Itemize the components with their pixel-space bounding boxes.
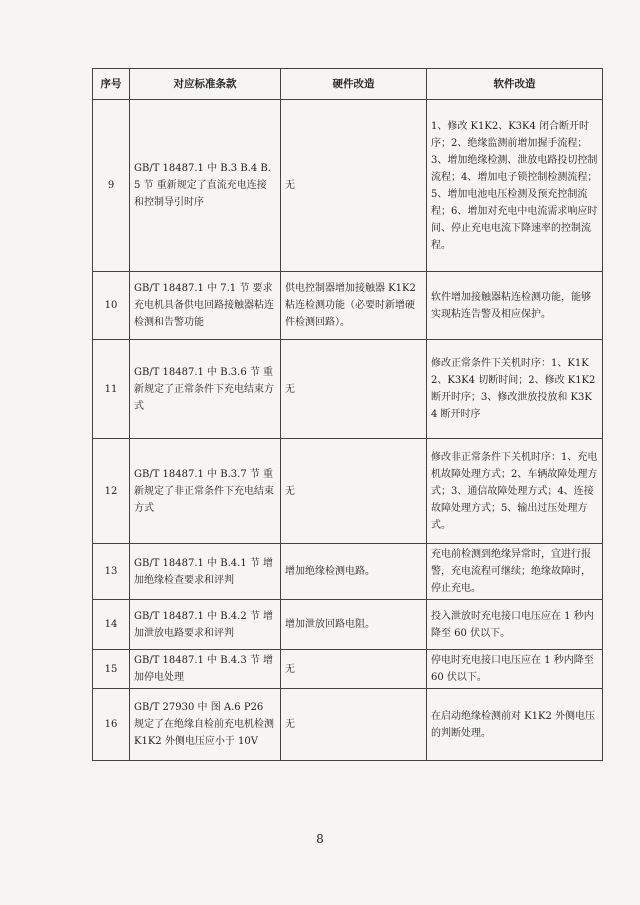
header-standard: 对应标准条款	[130, 69, 281, 100]
header-hardware: 硬件改造	[281, 69, 427, 100]
row-standard: GB/T 18487.1 中 B.3 B.4 B.5 节 重新规定了直流充电连接和控制导引时序	[130, 100, 281, 272]
table-row	[93, 439, 603, 544]
row-index: 14	[93, 600, 130, 650]
page-number: 8	[316, 832, 324, 846]
row-software: 停电时充电接口电压应在 1 秒内降至 60 伏以下。	[427, 650, 603, 689]
row-software: 1、修改 K1K2、K3K4 闭合断开时序；2、绝缘监测前增加握手流程；3、增加绝缘检测、泄放电路投切控制流程；4、增加电子锁控制检测流程；5、增加电池电压检测及预充控制流程；6、增加对充电中电流需求响应时间、停止充电电流下降速率的控制流程。	[427, 100, 603, 272]
row-standard: GB/T 18487.1 中 B.3.7 节 重新规定了非正常条件下充电结束方式	[130, 439, 281, 544]
header-index: 序号	[93, 69, 130, 100]
row-index: 11	[93, 340, 130, 439]
row-index: 15	[93, 650, 130, 689]
row-standard: GB/T 27930 中 图 A.6 P26 规定了在绝缘自检前充电机检测 K1K2 外侧电压应小于 10V	[130, 689, 281, 761]
row-software: 充电前检测到绝缘异常时，宜进行报警，充电流程可继续；绝缘故障时，停止充电。	[427, 544, 603, 600]
table-row	[93, 100, 603, 272]
table-row	[93, 272, 603, 340]
row-index: 16	[93, 689, 130, 761]
row-standard: GB/T 18487.1 中 B.4.2 节 增加泄放电路要求和评判	[130, 600, 281, 650]
row-standard: GB/T 18487.1 中 B.4.3 节 增加停电处理	[130, 650, 281, 689]
row-index: 9	[93, 100, 130, 272]
row-index: 13	[93, 544, 130, 600]
row-software: 投入泄放时充电接口电压应在 1 秒内降至 60 伏以下。	[427, 600, 603, 650]
row-software: 修改正常条件下关机时序：1、K1K2、K3K4 切断时间；2、修改 K1K2 断开时序；3、修改泄放投放和 K3K4 断开时序	[427, 340, 603, 439]
row-hardware: 供电控制器增加接触器 K1K2 粘连检测功能（必要时新增硬件检测回路）。	[281, 272, 427, 340]
row-hardware: 无	[281, 100, 427, 272]
row-standard: GB/T 18487.1 中 B.4.1 节 增加绝缘检查要求和评判	[130, 544, 281, 600]
row-software: 软件增加接触器粘连检测功能，能够实现粘连告警及相应保护。	[427, 272, 603, 340]
retrofit-table	[92, 68, 603, 761]
row-standard: GB/T 18487.1 中 B.3.6 节 重新规定了正常条件下充电结束方式	[130, 340, 281, 439]
table-header-row	[93, 69, 603, 100]
row-standard: GB/T 18487.1 中 7.1 节 要求充电机具备供电回路接触器粘连检测和告警功能	[130, 272, 281, 340]
row-hardware: 无	[281, 340, 427, 439]
table-row	[93, 650, 603, 689]
table-row	[93, 689, 603, 761]
row-software: 在启动绝缘检测前对 K1K2 外侧电压的判断处理。	[427, 689, 603, 761]
table-row	[93, 340, 603, 439]
row-hardware: 增加绝缘检测电路。	[281, 544, 427, 600]
row-hardware: 无	[281, 650, 427, 689]
table-row	[93, 600, 603, 650]
header-software: 软件改造	[427, 69, 603, 100]
row-software: 修改非正常条件下关机时序：1、充电机故障处理方式；2、车辆故障处理方式；3、通信故障处理方式；4、连接故障处理方式；5、输出过压处理方式。	[427, 439, 603, 544]
table-row	[93, 544, 603, 600]
row-hardware: 无	[281, 439, 427, 544]
row-index: 10	[93, 272, 130, 340]
row-hardware: 增加泄放回路电阻。	[281, 600, 427, 650]
row-index: 12	[93, 439, 130, 544]
row-hardware: 无	[281, 689, 427, 761]
